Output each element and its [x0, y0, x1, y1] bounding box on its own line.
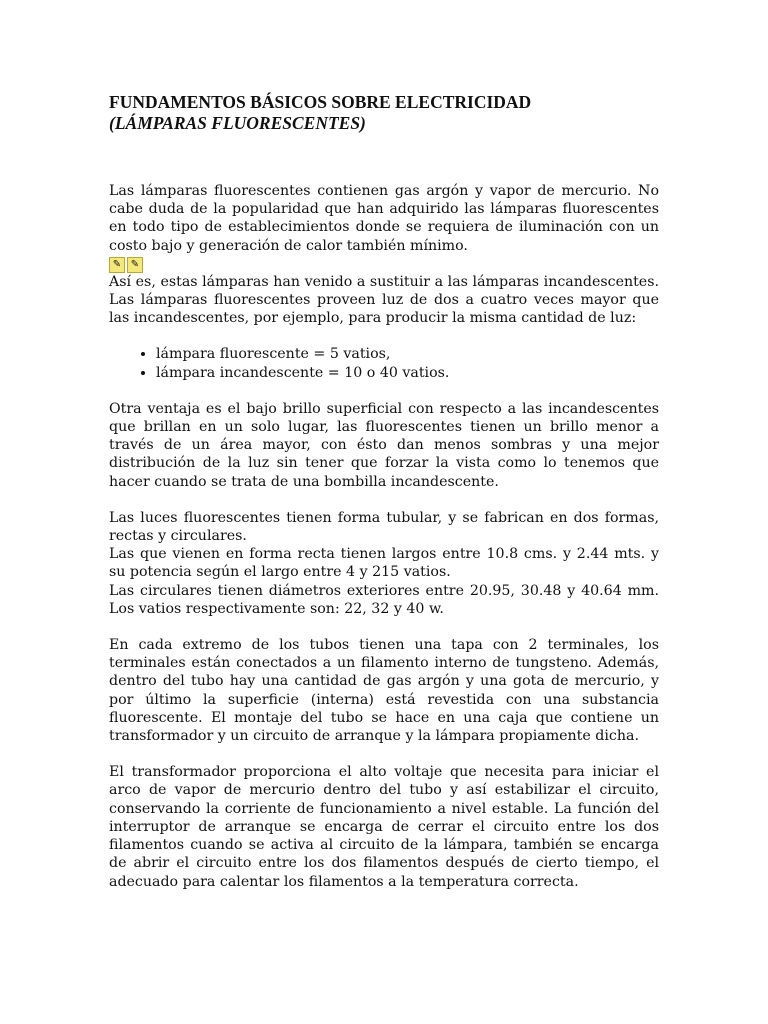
- edit-markers: [109, 257, 659, 273]
- edit-marker-icon[interactable]: ✎: [109, 257, 125, 273]
- paragraph-1: Las lámparas fluorescentes contienen gas argón y vapor de mercurio. No cabe duda de la popularidad que han adquirido las lámparas fluorescentes en todo tipo de establecimientos donde se requiera de iluminación con un costo bajo y generación de calor también mínimo.: [109, 183, 659, 254]
- paragraph-2: Así es, estas lámparas han venido a sustituir a las lámparas incandescentes. Las lámparas fluorescentes proveen luz de dos a cuatro veces mayor que las incandescentes, por ejemplo, para producir la misma cantidad de luz:: [109, 273, 659, 327]
- list-item: • lámpara fluorescente = 5 vatios,: [156, 345, 659, 363]
- document-title: [109, 92, 659, 134]
- paragraph-3: Otra ventaja es el bajo brillo superficial con respecto a las incandescentes que brillan en un solo lugar, las fluorescentes tienen un brillo menor a través de un área mayor, con ésto dan menos sombras y una mejor distribución de la luz sin tener que forzar la vista como lo tenemos que hacer cuando se trata de una bombilla incandescente.: [109, 400, 659, 490]
- title-spacer: [109, 134, 659, 182]
- title-line-2: (LÁMPARAS FLUORESCENTES): [109, 113, 366, 133]
- spacer: [109, 618, 659, 636]
- paragraph-6: El transformador proporciona el alto voltaje que necesita para iniciar el arco de vapor de mercurio dentro del tubo y así estabilizar el circuito, conservando la corriente de funcionamiento a nivel estable. La función del interruptor de arranque se encarga de cerrar el circuito entre los dos filamentos cuando se activa al circuito de la lámpara, también se encarga de abrir el circuito entre los dos filamentos después de cierto tiempo, el adecuado para calentar los filamentos a la temperatura correcta.: [109, 764, 659, 890]
- edit-marker-icon[interactable]: ✎: [127, 257, 143, 273]
- spacer: [109, 382, 659, 400]
- spacer: [109, 327, 659, 345]
- title-line-1: FUNDAMENTOS BÁSICOS SOBRE ELECTRICIDAD: [109, 92, 532, 112]
- spacer: [109, 491, 659, 509]
- spacer: [109, 745, 659, 763]
- list-item: • lámpara incandescente = 10 o 40 vatios.: [156, 364, 659, 382]
- paragraph-4b: Las que vienen en forma recta tienen largos entre 10.8 cms. y 2.44 mts. y su potencia según el largo entre 4 y 215 vatios.: [109, 546, 659, 581]
- paragraph-5: En cada extremo de los tubos tienen una tapa con 2 terminales, los terminales están conectados a un filamento interno de tungsteno. Además, dentro del tubo hay una cantidad de gas argón y una gota de mercurio, y por último la superficie (interna) está revestida con una substancia fluorescente. El montaje del tubo se hace en una caja que contiene un transformador y un circuito de arranque y la lámpara propiamente dicha.: [109, 637, 659, 745]
- bullet-list: [109, 345, 659, 381]
- document-body: [109, 92, 659, 891]
- paragraph-4a: Las luces fluorescentes tienen forma tubular, y se fabrican en dos formas, rectas y circulares.: [109, 509, 659, 545]
- paragraph-4c: Las circulares tienen diámetros exteriores entre 20.95, 30.48 y 40.64 mm. Los vatios respectivamente son: 22, 32 y 40 w.: [109, 582, 659, 617]
